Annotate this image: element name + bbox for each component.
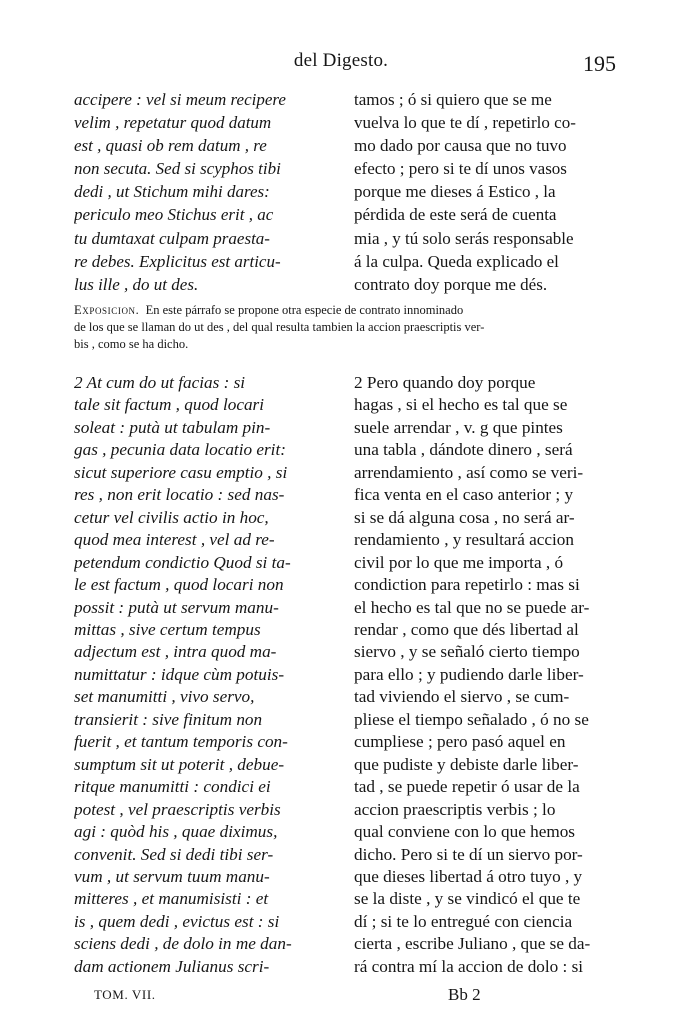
text-line: contrato doy porque me dés. — [354, 274, 548, 294]
text-line: rá contra mí la accion de dolo : si — [354, 956, 584, 976]
latin-text-column-1 — [74, 88, 339, 296]
text-line: velim , repetatur quod datum — [74, 113, 272, 133]
text-line: siervo , y se señaló cierto tiempo — [354, 642, 580, 662]
text-line: est , quasi ob rem datum , re — [74, 136, 267, 156]
spanish-text-column-1 — [354, 88, 616, 296]
text-line: hagas , si el hecho es tal que se — [354, 395, 568, 415]
text-line: possit : putà ut servum manu- — [74, 597, 279, 617]
text-line: porque me dieses á Estico , la — [354, 182, 556, 202]
text-line: fuerit , et tantum temporis con- — [74, 732, 288, 752]
running-title: del Digesto. — [293, 50, 389, 71]
text-line: dam actionem Julianus scri- — [74, 956, 270, 976]
text-line: que pudiste y debiste darle liber- — [354, 754, 579, 774]
text-line: dicho. Pero si te dí un siervo por- — [354, 844, 583, 864]
text-line: lus ille , do ut des. — [74, 274, 199, 294]
text-line: periculo meo Stichus erit , ac — [74, 205, 274, 225]
text-line: non secuta. Sed si scyphos tibi — [74, 159, 281, 179]
signature-mark: Bb 2 — [448, 985, 481, 1004]
latin-text-column-2 — [74, 372, 339, 978]
text-line: set manumitti , vivo servo, — [74, 687, 255, 707]
text-line: agi : quòd his , quae diximus, — [74, 822, 278, 842]
text-line: petendum condictio Quod si ta- — [74, 552, 291, 572]
text-line: dedi , ut Stichum mihi dares: — [74, 182, 270, 202]
exposicion-line — [74, 302, 614, 319]
text-line: á la culpa. Queda explicado el — [354, 251, 559, 271]
text-line: accipere : vel si meum recipere — [74, 90, 286, 109]
running-header — [60, 50, 622, 80]
text-line: potest , vel praescriptis verbis — [74, 799, 281, 819]
text-line: tad viviendo el siervo , se cum- — [354, 687, 570, 707]
text-line: tale sit factum , quod locari — [74, 395, 265, 415]
text-line: pérdida de este será de cuenta — [354, 205, 557, 225]
text-line: re debes. Explicitus est articu- — [74, 251, 281, 271]
text-line: dí ; si te lo entregué con ciencia — [354, 911, 573, 931]
text-line: para ello ; y pudiendo darle liber- — [354, 664, 584, 684]
text-line: vum , ut servum tuum manu- — [74, 866, 270, 886]
exposicion-heading: Exposicion. — [74, 303, 140, 317]
exposicion-note — [74, 302, 614, 353]
text-line: convenit. Sed si dedi tibi ser- — [74, 844, 274, 864]
text-line: mia , y tú solo serás responsable — [354, 228, 574, 248]
text-line: 2 At cum do ut facias : si — [74, 373, 246, 392]
exposicion-line: de los que se llaman do ut des , del qual resulta tambien la accion praescriptis ver- — [74, 320, 485, 334]
text-line: gas , pecunia data locatio erit: — [74, 440, 286, 460]
text-line: cumpliese ; pero pasó aquel en — [354, 732, 566, 752]
text-line: sciens dedi , de dolo in me dan- — [74, 934, 292, 954]
text-line: cierta , escribe Juliano , que se da- — [354, 934, 591, 954]
text-line: tu dumtaxat culpam praesta- — [74, 228, 270, 248]
text-line: arrendamiento , así como se veri- — [354, 462, 584, 482]
text-line: res , non erit locatio : sed nas- — [74, 485, 285, 505]
text-line: qual conviene con lo que hemos — [354, 822, 575, 842]
text-line: pliese el tiempo señalado , ó no se — [354, 709, 589, 729]
text-line: mo dado por causa que no tuvo — [354, 136, 567, 156]
exposicion-text: En este párrafo se propone otra especie de contrato innominado — [145, 303, 464, 317]
text-line: suele arrendar , v. g que pintes — [354, 417, 563, 437]
text-line: tad , se puede repetir ó usar de la — [354, 777, 580, 797]
text-line: numittatur : idque cùm potuis- — [74, 664, 285, 684]
text-line: civil por lo que me importa , ó — [354, 552, 564, 572]
text-line: condiction para repetirlo : mas si — [354, 575, 580, 595]
text-line: el hecho es tal que no se puede ar- — [354, 597, 590, 617]
volume-label: TOM. VII. — [94, 987, 156, 1002]
text-line: adjectum est , intra quod ma- — [74, 642, 277, 662]
text-line: tamos ; ó si quiero que se me — [354, 90, 552, 109]
text-line: rendamiento , y resultará accion — [354, 530, 574, 550]
text-line: efecto ; pero si te dí unos vasos — [354, 159, 567, 179]
text-line: fica venta en el caso anterior ; y — [354, 485, 574, 505]
text-line: le est factum , quod locari non — [74, 575, 284, 595]
page-number: 195 — [583, 51, 616, 76]
text-line: cetur vel civilis actio in hoc, — [74, 507, 269, 527]
exposicion-line: bis , como se ha dicho. — [74, 337, 189, 351]
text-line: soleat : putà ut tabulam pin- — [74, 417, 271, 437]
text-line: sicut superiore casu emptio , si — [74, 462, 288, 482]
text-line: is , quem dedi , evictus est : si — [74, 911, 280, 931]
text-line: que dieses libertad á otro tuyo , y — [354, 866, 583, 886]
text-line: mittas , sive certum tempus — [74, 619, 261, 639]
text-line: accion praescriptis verbis ; lo — [354, 799, 556, 819]
text-line: 2 Pero quando doy porque — [354, 373, 536, 392]
text-line: transierit : sive finitum non — [74, 709, 263, 729]
text-line: se la diste , y se vindicó el que te — [354, 889, 581, 909]
text-line: ritque manumitti : condici ei — [74, 777, 271, 797]
text-line: una tabla , dándote dinero , será — [354, 440, 573, 460]
spanish-text-column-2 — [354, 372, 616, 978]
text-line: rendar , como que dés libertad al — [354, 619, 579, 639]
text-line: si se dá alguna cosa , no será ar- — [354, 507, 575, 527]
text-line: quod mea interest , vel ad re- — [74, 530, 275, 550]
text-line: vuelva lo que te dí , repetirlo co- — [354, 113, 576, 133]
text-line: mitteres , et manumisisti : et — [74, 889, 269, 909]
text-line: sumptum sit ut poterit , debue- — [74, 754, 285, 774]
page-footer — [74, 985, 616, 1009]
